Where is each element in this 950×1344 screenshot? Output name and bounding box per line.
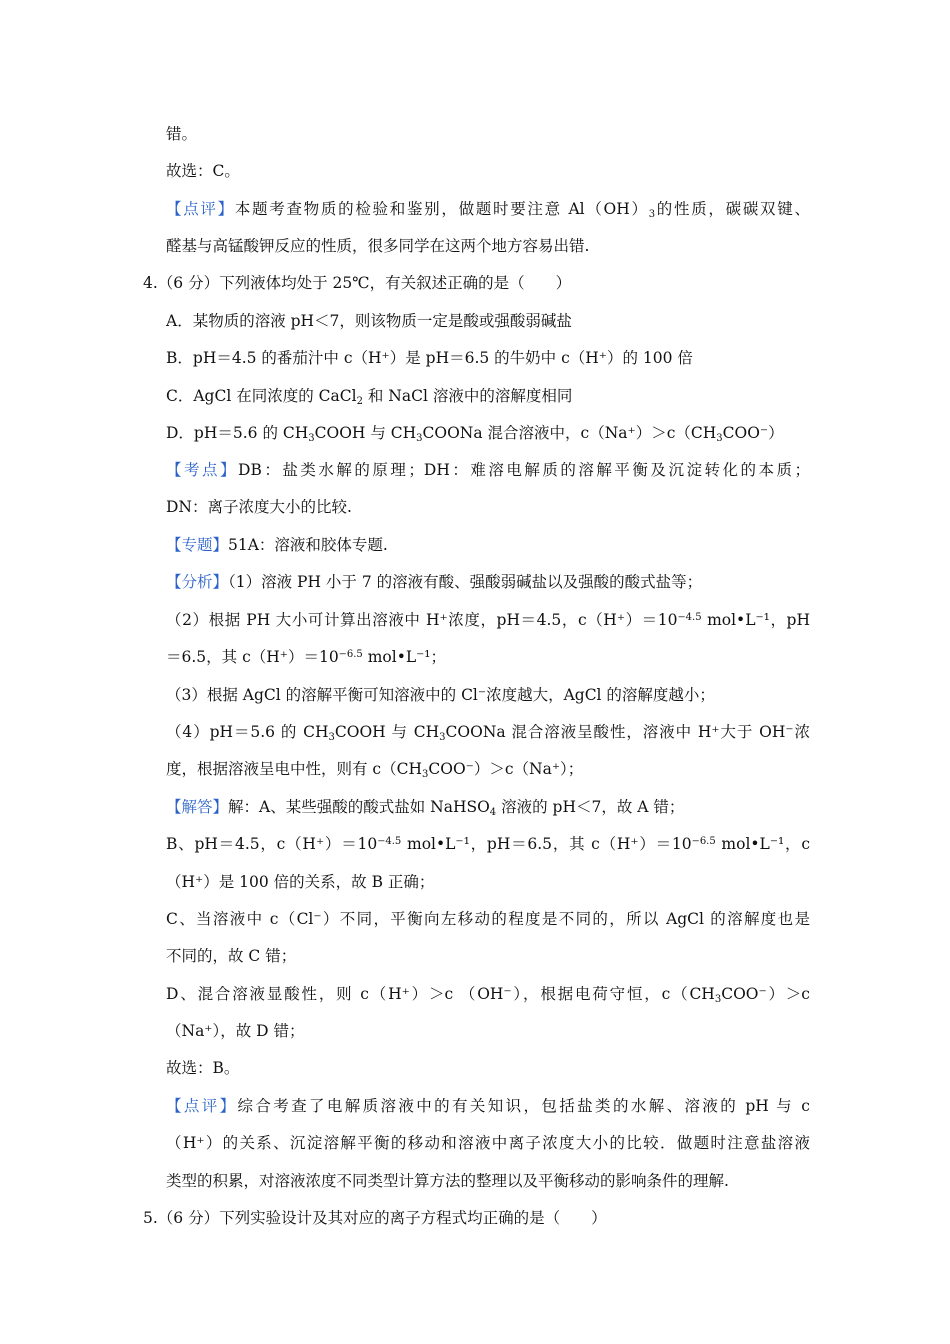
q4-kaodian-line-1: 【考点】DB：盐类水解的原理；DH：难溶电解质的溶解平衡及沉淀转化的本质； bbox=[166, 461, 810, 479]
q4-option-d: D．pH＝5.6 的 $CH_3COOH$ 与 $CH_3COONa$ 混合溶液中，$c(Na^+)>c(CH_3COO^-)$ bbox=[166, 424, 784, 444]
q4-jieda-c-line-1: C、当溶液中 c（Cl⁻）不同，平衡向左移动的程度是不同的，所以 AgCl 的溶解度也是 bbox=[166, 910, 810, 928]
q4-jieda-b-line-1: B、pH＝4.5，c（H⁺）＝10⁻$^{4.5}$ mol•L⁻¹，pH＝6.5，其 c（H⁺）＝10⁻$^{6.5}$ mol•L⁻¹，c bbox=[166, 835, 810, 853]
fenxi-tag: 【分析】 bbox=[166, 573, 229, 591]
comment-tag: 【点评】 bbox=[166, 200, 235, 218]
prev-answer-tail: 错。 bbox=[166, 125, 198, 143]
prev-answer-choice: 故选：C。 bbox=[166, 162, 240, 180]
q4-fenxi-1: 【分析】（1）溶液 PH 小于 7 的溶液有酸、强酸弱碱盐以及强酸的酸式盐等； bbox=[166, 573, 703, 591]
q4-jieda-a: 【解答】解：A、某些强酸的酸式盐如 NaHSO$_4$ 溶液的 pH＜7，故 A 错； bbox=[166, 798, 685, 818]
q4-fenxi-4-line-2: 度，根据溶液呈电中性，则有 $c(CH_3COO^-)>c(Na^+)$； bbox=[166, 760, 584, 780]
q4-fenxi-3: （3）根据 AgCl 的溶解平衡可知溶液中的 Cl⁻浓度越大，AgCl 的溶解度越小； bbox=[166, 686, 715, 704]
q4-fenxi-2-line-1: （2）根据 PH 大小可计算出溶液中 H⁺浓度，pH＝4.5，c（H⁺）＝10⁻$^{4.5}$ mol•L⁻¹，pH bbox=[166, 611, 810, 629]
zhuanti-tag: 【专题】 bbox=[166, 536, 229, 554]
q4-fenxi-2-line-2: ＝6.5，其 c（H⁺）＝10⁻$^{6.5}$ mol•L⁻¹； bbox=[166, 648, 447, 666]
q4-dianping-line-2: （H⁺）的关系、沉淀溶解平衡的移动和溶液中离子浓度大小的比较．做题时注意盐溶液 bbox=[166, 1134, 810, 1152]
q4-dianping-line-1: 【点评】综合考查了电解质溶液中的有关知识，包括盐类的水解、溶液的 pH 与 c bbox=[166, 1097, 810, 1115]
q4-jieda-d-line-1: D、混合溶液显酸性，则 c（H⁺）＞c （OH⁻），根据电荷守恒，$c(CH_3COO^-)>c$ bbox=[166, 985, 810, 1005]
q4-option-a: A．某物质的溶液 pH＜7，则该物质一定是酸或强酸弱碱盐 bbox=[166, 312, 572, 330]
dianping-tag: 【点评】 bbox=[166, 1097, 238, 1115]
q4-option-b: B．pH＝4.5 的番茄汁中 c（H⁺）是 pH＝6.5 的牛奶中 c（H⁺）的 100 倍 bbox=[166, 349, 693, 367]
q4-option-c: C．AgCl 在同浓度的 CaCl$_2$ 和 NaCl 溶液中的溶解度相同 bbox=[166, 387, 573, 407]
prev-comment-line-2: 醛基与高锰酸钾反应的性质，很多同学在这两个地方容易出错. bbox=[166, 237, 590, 255]
kaodian-tag: 【考点】 bbox=[166, 461, 239, 479]
q4-dianping-line-3: 类型的积累，对溶液浓度不同类型计算方法的整理以及平衡移动的影响条件的理解. bbox=[166, 1172, 729, 1190]
q4-answer-choice: 故选：B。 bbox=[166, 1059, 240, 1077]
q4-kaodian-line-2: DN：离子浓度大小的比较. bbox=[166, 498, 352, 516]
q4-fenxi-4-line-1: （4）pH＝5.6 的 $CH_3COOH$ 与 $CH_3COONa$ 混合溶液呈酸性，溶液中 H⁺大于 OH⁻浓 bbox=[166, 723, 810, 743]
jieda-tag: 【解答】 bbox=[166, 798, 229, 816]
q4-zhuanti: 【专题】51A：溶液和胶体专题. bbox=[166, 536, 388, 554]
q4-jieda-d-line-2: （Na⁺），故 D 错； bbox=[166, 1022, 305, 1040]
q4-jieda-c-line-2: 不同的，故 C 错； bbox=[166, 947, 297, 965]
q4-jieda-b-line-2: （H⁺）是 100 倍的关系，故 B 正确； bbox=[166, 873, 435, 891]
prev-comment-line-1: 【点评】本题考查物质的检验和鉴别，做题时要注意 $Al(OH)_3$的性质，碳碳双键、 bbox=[166, 200, 810, 220]
question-4-stem: 4.（6 分）下列液体均处于 25℃，有关叙述正确的是（ ） bbox=[143, 274, 572, 292]
question-5-stem: 5.（6 分）下列实验设计及其对应的离子方程式均正确的是（ ） bbox=[143, 1209, 607, 1227]
